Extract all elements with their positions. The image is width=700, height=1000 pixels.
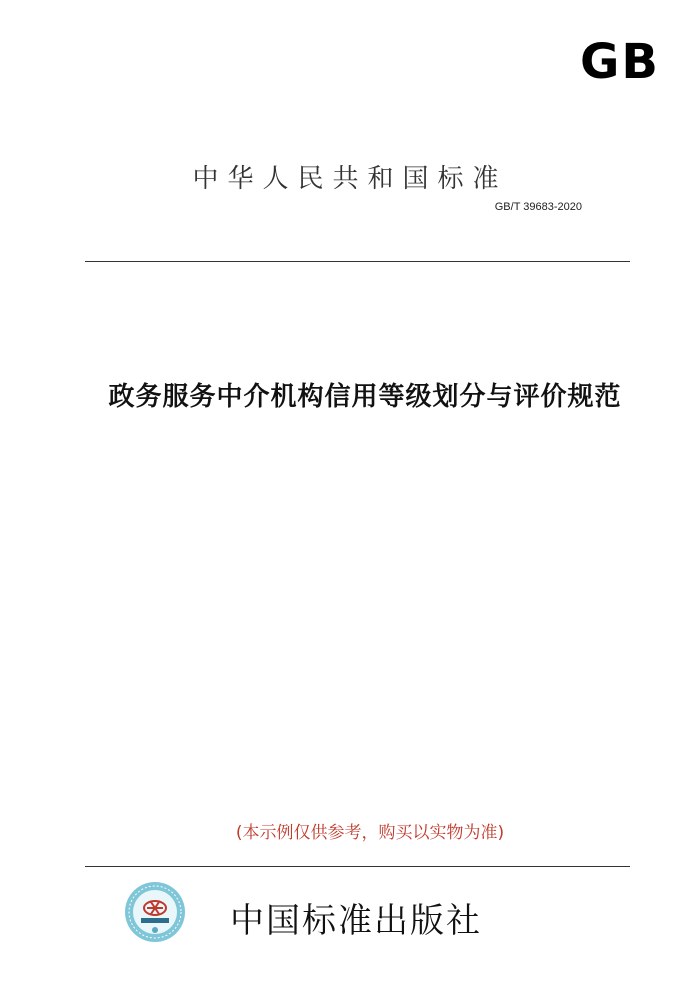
seal-band [141, 918, 169, 923]
seal-dot [152, 927, 158, 933]
top-divider [85, 261, 630, 262]
bottom-divider [85, 866, 630, 867]
standard-category: 中华人民共和国标准 [192, 164, 508, 194]
publisher-seal-icon [123, 880, 187, 944]
publisher-name: 中国标准出版社 [230, 901, 482, 941]
document-title: 政务服务中介机构信用等级划分与评价规范 [108, 382, 622, 412]
standard-number: GB/T 39683-2020 [494, 201, 582, 213]
gb-logo: GB [580, 34, 660, 90]
sample-disclaimer: (本示例仅供参考，购买以实物为准) [235, 823, 505, 843]
